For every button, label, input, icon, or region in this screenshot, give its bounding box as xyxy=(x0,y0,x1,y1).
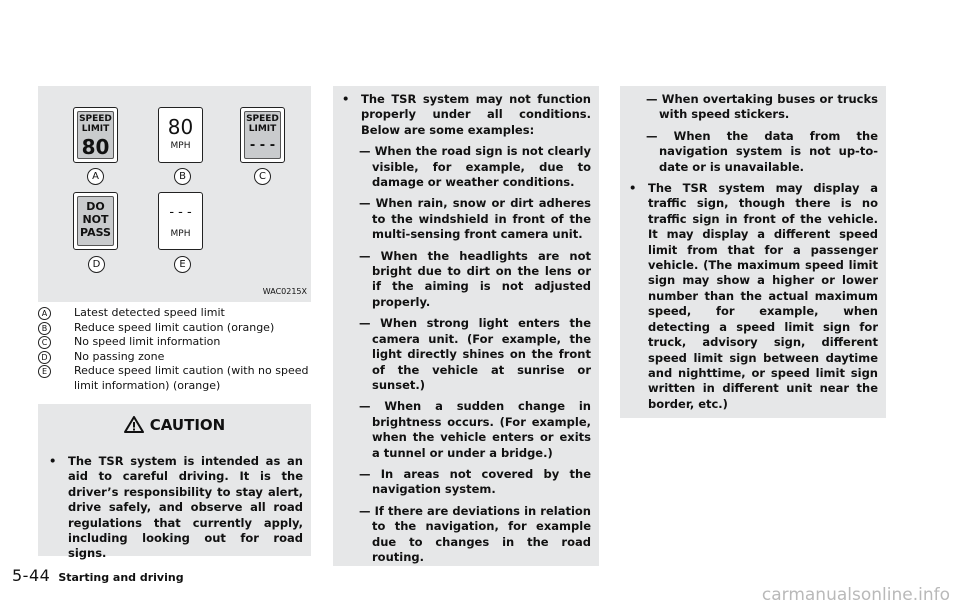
legend-text: Reduce speed limit caution (with no speed limit information) (orange) xyxy=(74,364,309,392)
sign-d-line1: DO xyxy=(86,200,105,213)
section-title: Starting and driving xyxy=(58,571,184,584)
example-item: — When strong light enters the camera unit. (For example, the light directly shines on the front of the vehicle at sunrise or sunset.) xyxy=(359,316,591,392)
sign-b-value: 80 xyxy=(167,115,194,139)
legend-marker: C xyxy=(38,336,51,349)
legend-text: Reduce speed limit caution (orange) xyxy=(74,320,275,334)
page-number: 5-44 xyxy=(12,566,51,585)
sign-no-limit-mph xyxy=(158,192,203,250)
caution-text: • The TSR system is intended as an aid to careful driving. It is the driver’s responsibility to stay alert, drive safely, and observe all road regulations that currently apply, including looking out for road signs. xyxy=(46,454,303,562)
caution-heading xyxy=(38,416,311,434)
legend-text: No speed limit information xyxy=(74,335,221,348)
legend-item xyxy=(38,321,318,336)
legend-marker: E xyxy=(38,365,51,378)
legend-item xyxy=(38,335,318,350)
marker-b: B xyxy=(174,168,191,185)
watermark: carmanualsonline.info xyxy=(761,585,950,605)
right-column-text xyxy=(626,92,878,418)
legend-text: No passing zone xyxy=(74,349,165,363)
marker-c: C xyxy=(254,168,271,185)
sign-speed-limit-80 xyxy=(73,107,118,163)
sign-a-line2: LIMIT xyxy=(81,124,110,134)
sign-a-line1: SPEED xyxy=(79,114,112,124)
example-item: — When the data from the navigation system is not up-to-date or is unavailable. xyxy=(646,128,878,174)
sign-a-value: 80 xyxy=(81,135,110,159)
example-item: — When rain, snow or dirt adheres to the windshield in front of the multi-sensing front camera unit. xyxy=(359,196,591,242)
sign-d-line2: NOT xyxy=(82,213,109,226)
example-item: — When overtaking buses or trucks with speed stickers. xyxy=(646,92,878,122)
marker-e: E xyxy=(174,256,191,273)
legend-item xyxy=(38,306,318,321)
sign-e-unit: MPH xyxy=(170,229,191,239)
caution-title: CAUTION xyxy=(149,416,226,434)
legend-marker: D xyxy=(38,351,51,364)
figure-legend xyxy=(38,306,318,393)
page-footer xyxy=(12,566,184,585)
sign-b-unit: MPH xyxy=(170,141,191,151)
caution-body xyxy=(46,454,303,568)
sign-e-value: - - - xyxy=(169,205,192,220)
example-item: — If there are deviations in relation to the navigation, for example due to changes in the road routing. xyxy=(359,503,591,564)
figure-panel xyxy=(38,86,311,302)
sign-do-not-pass xyxy=(73,192,118,250)
middle-column-text xyxy=(339,92,591,571)
caution-box xyxy=(38,404,311,561)
middle-column xyxy=(333,86,599,566)
legend-marker: B xyxy=(38,322,51,335)
legend-item xyxy=(38,350,318,365)
sign-c-value: - - - xyxy=(249,138,276,153)
legend-text: Latest detected speed limit xyxy=(74,306,225,319)
marker-d: D xyxy=(88,256,105,273)
sign-c-line1: SPEED xyxy=(246,114,279,124)
example-item: — When the headlights are not bright due to dirt on the lens or if the aiming is not adjusted properly. xyxy=(359,248,591,309)
example-item: — When a sudden change in brightness occurs. (For example, when the vehicle enters or exits a tunnel or under a bridge.) xyxy=(359,399,591,460)
sign-d-line3: PASS xyxy=(80,226,111,239)
example-item: — When the road sign is not clearly visible, for example, due to damage or weather conditions. xyxy=(359,144,591,190)
example-item: — In areas not covered by the navigation system. xyxy=(359,466,591,497)
legend-marker: A xyxy=(38,307,51,320)
figure-ref-code: WAC0215X xyxy=(262,287,307,296)
legend-item xyxy=(38,364,318,393)
right-note: • The TSR system may display a traffic sign, though there is no traffic sign in front of the vehicle. It may display a different speed limit from that for a passenger vehicle. (The maximum speed limit sign may show a higher or lower number than the actual maximum speed, for example, when detecting a speed limit sign for truck, advisory sign, different speed limit sign between daytime and nighttime, or speed limit sign written in different unit near the border, etc.) xyxy=(626,181,878,412)
sign-speed-limit-none xyxy=(240,107,285,163)
marker-a: A xyxy=(87,168,104,185)
sign-80-mph xyxy=(158,107,203,163)
right-column xyxy=(620,86,886,418)
middle-intro: • The TSR system may not function properly under all conditions. Below are some examples: xyxy=(339,92,591,138)
warning-triangle-icon xyxy=(124,416,144,433)
sign-c-line2: LIMIT xyxy=(248,124,277,134)
